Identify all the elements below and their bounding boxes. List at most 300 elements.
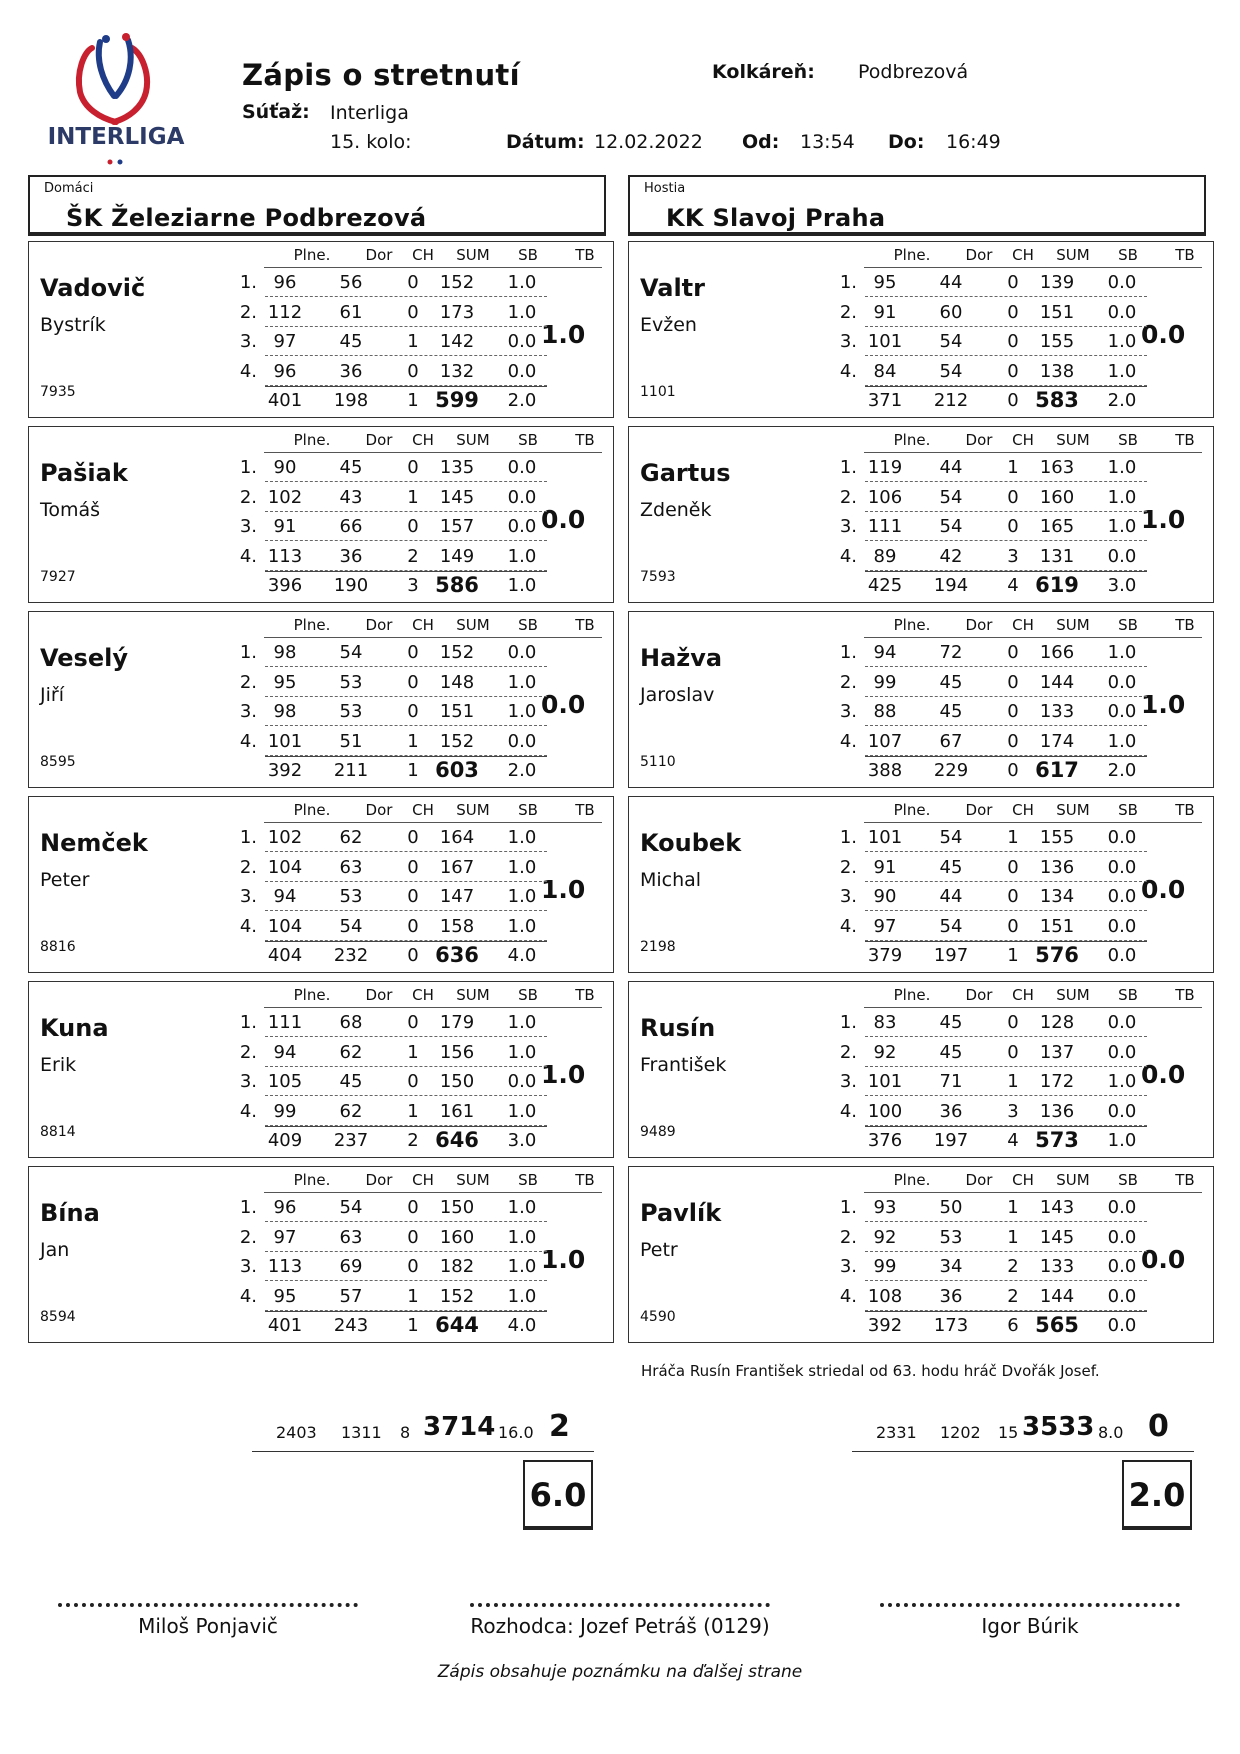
home-player-card — [28, 426, 614, 603]
row-dash-line — [265, 1066, 547, 1067]
column-header: Plne. — [893, 246, 931, 264]
column-header: TB — [575, 431, 595, 449]
lane-cell: 128 — [1039, 1012, 1075, 1033]
column-header: Dor — [965, 986, 993, 1004]
lane-cell: 96 — [273, 1197, 297, 1218]
player-id: 1101 — [640, 384, 676, 400]
lane-row — [29, 1098, 613, 1128]
home-total-plne: 2403 — [276, 1423, 317, 1442]
total-cell: 2.0 — [507, 760, 537, 781]
lane-cell: 0 — [1007, 856, 1019, 878]
lane-cell: 1.0 — [507, 856, 537, 878]
lane-cell: 1.0 — [507, 545, 537, 567]
lane-cell: 172 — [1039, 1071, 1075, 1092]
row-dash-line — [265, 910, 547, 911]
lane-cell: 182 — [439, 1256, 475, 1277]
away-signature-name: Igor Búrik — [981, 1614, 1079, 1638]
lane-cell: 91 — [273, 516, 297, 537]
player-last-name: Pašiak — [40, 459, 128, 487]
lane-cell: 145 — [1039, 1226, 1075, 1248]
lane-cell: 1.0 — [507, 827, 537, 848]
lane-row — [29, 299, 613, 329]
row-dash-line — [265, 696, 547, 697]
total-cell: 243 — [333, 1315, 369, 1336]
lane-number: 1. — [239, 457, 257, 478]
column-header: Plne. — [893, 431, 931, 449]
lane-row — [29, 824, 613, 854]
column-header: Plne. — [293, 1171, 331, 1189]
home-total-sum: 3714 — [423, 1412, 496, 1442]
lane-cell: 0.0 — [507, 1071, 537, 1092]
away-total-plne: 2331 — [876, 1423, 917, 1442]
lane-cell: 1.0 — [507, 701, 537, 722]
lane-number: 4. — [839, 1100, 857, 1122]
lane-cell: 2 — [407, 545, 419, 567]
column-header: TB — [1175, 616, 1195, 634]
lane-cell: 138 — [1039, 360, 1075, 382]
lane-cell: 152 — [439, 272, 475, 293]
lane-cell: 51 — [339, 730, 363, 752]
date-value: 12.02.2022 — [594, 131, 703, 153]
player-first-name: Petr — [640, 1239, 678, 1261]
player-last-name: Valtr — [640, 274, 705, 302]
lane-cell: 45 — [339, 1071, 363, 1092]
lane-cell: 107 — [867, 730, 903, 752]
away-totals-divider — [852, 1451, 1194, 1452]
lane-cell: 136 — [1039, 1100, 1075, 1122]
lane-cell: 161 — [439, 1100, 475, 1122]
row-dash-line — [265, 1221, 547, 1222]
row-dash-line — [865, 881, 1147, 882]
lane-cell: 132 — [439, 360, 475, 382]
away-final-score: 2.0 — [1122, 1460, 1192, 1530]
lane-row — [29, 639, 613, 669]
lane-cell: 0.0 — [1107, 701, 1137, 722]
lane-cell: 1.0 — [507, 1226, 537, 1248]
lane-cell: 36 — [939, 1100, 963, 1122]
lane-row — [29, 1283, 613, 1313]
lane-cell: 54 — [939, 331, 963, 352]
lane-cell: 97 — [273, 331, 297, 352]
column-header: Plne. — [293, 431, 331, 449]
lane-row — [29, 1194, 613, 1224]
lane-cell: 0.0 — [507, 360, 537, 382]
player-first-name: Michal — [640, 869, 702, 891]
lane-number: 2. — [839, 1226, 857, 1248]
total-cell: 237 — [333, 1130, 369, 1151]
column-header: SB — [1118, 431, 1138, 449]
player-last-name: Rusín — [640, 1014, 716, 1042]
lane-cell: 0.0 — [1107, 301, 1137, 323]
lane-cell: 92 — [873, 1041, 897, 1063]
column-header: CH — [1012, 801, 1034, 819]
lane-row — [629, 913, 1213, 943]
total-cell: 376 — [867, 1130, 903, 1151]
row-dash-line — [865, 481, 1147, 482]
lane-number: 1. — [839, 642, 857, 663]
lane-cell: 54 — [939, 486, 963, 508]
total-cell: 603 — [435, 758, 479, 782]
lane-cell: 1.0 — [1107, 457, 1137, 478]
lane-cell: 0.0 — [1107, 827, 1137, 848]
lane-row — [29, 328, 613, 358]
lane-number: 2. — [239, 671, 257, 693]
lane-cell: 0.0 — [1107, 1041, 1137, 1063]
away-player-card — [628, 241, 1214, 418]
column-header: Plne. — [893, 1171, 931, 1189]
lane-cell: 174 — [1039, 730, 1075, 752]
row-dash-line — [865, 1280, 1147, 1281]
column-header: Dor — [365, 1171, 393, 1189]
home-total-dor: 1311 — [341, 1423, 382, 1442]
lane-number: 3. — [839, 331, 857, 352]
total-cell: 4 — [1007, 1130, 1019, 1151]
lane-cell: 1.0 — [1107, 331, 1137, 352]
lane-cell: 91 — [873, 856, 897, 878]
header-rule — [864, 822, 1202, 823]
header-rule — [264, 637, 602, 638]
lane-cell: 152 — [439, 1285, 475, 1307]
column-header: SUM — [1056, 246, 1090, 264]
end-time-label: Do: — [888, 131, 925, 153]
total-cell: 1.0 — [507, 575, 537, 596]
lane-cell: 50 — [939, 1197, 963, 1218]
lane-number: 4. — [239, 915, 257, 937]
lane-number: 3. — [239, 1256, 257, 1277]
footer-note: Zápis obsahuje poznámku na ďalšej strane — [437, 1662, 803, 1682]
total-cell: 371 — [867, 390, 903, 411]
lane-cell: 0 — [407, 856, 419, 878]
player-total-row — [29, 1127, 613, 1157]
player-last-name: Pavlík — [640, 1199, 722, 1227]
end-time-value: 16:49 — [946, 131, 1001, 153]
column-header: Plne. — [293, 986, 331, 1004]
lane-cell: 90 — [273, 457, 297, 478]
lane-number: 1. — [839, 1012, 857, 1033]
lane-cell: 160 — [1039, 486, 1075, 508]
lane-cell: 67 — [939, 730, 963, 752]
lane-cell: 84 — [873, 360, 897, 382]
row-dash-line — [865, 910, 1147, 911]
lane-cell: 62 — [339, 1100, 363, 1122]
total-rule — [265, 571, 547, 572]
logo-text: INTERLIGA — [47, 124, 185, 150]
total-cell: 404 — [267, 945, 303, 966]
column-header: SB — [518, 986, 538, 1004]
player-first-name: Erik — [40, 1054, 77, 1076]
lane-cell: 62 — [339, 827, 363, 848]
lane-number: 4. — [239, 1285, 257, 1307]
lane-number: 4. — [239, 1100, 257, 1122]
lane-cell: 99 — [873, 671, 897, 693]
lane-cell: 54 — [339, 915, 363, 937]
lane-number: 3. — [239, 886, 257, 907]
total-cell: 6 — [1007, 1315, 1019, 1336]
lane-cell: 135 — [439, 457, 475, 478]
row-dash-line — [265, 1251, 547, 1252]
player-last-name: Koubek — [640, 829, 742, 857]
total-cell: 4.0 — [507, 1315, 537, 1336]
lane-cell: 139 — [1039, 272, 1075, 293]
row-dash-line — [865, 1251, 1147, 1252]
lane-cell: 0.0 — [507, 457, 537, 478]
lane-row — [29, 1009, 613, 1039]
lane-cell: 54 — [939, 827, 963, 848]
page-title: Zápis o stretnutí — [242, 58, 520, 92]
home-player-card — [28, 1166, 614, 1343]
lane-row — [29, 1253, 613, 1283]
lane-cell: 142 — [439, 331, 475, 352]
column-header: Dor — [365, 801, 393, 819]
column-header: SB — [518, 801, 538, 819]
away-team-caption: Hostia — [644, 181, 686, 196]
player-id: 5110 — [640, 754, 676, 770]
lane-cell: 113 — [267, 545, 303, 567]
lane-cell: 113 — [267, 1256, 303, 1277]
away-player-card — [628, 426, 1214, 603]
column-header: TB — [1175, 1171, 1195, 1189]
lane-row — [29, 728, 613, 758]
header-rule — [864, 452, 1202, 453]
lane-row — [629, 299, 1213, 329]
lane-cell: 102 — [267, 486, 303, 508]
lane-cell: 143 — [1039, 1197, 1075, 1218]
lane-cell: 0.0 — [1107, 1285, 1137, 1307]
column-header: Plne. — [293, 616, 331, 634]
column-header: TB — [1175, 801, 1195, 819]
home-signature-name: Miloš Ponjavič — [138, 1614, 278, 1638]
lane-cell: 45 — [939, 1012, 963, 1033]
lane-cell: 1.0 — [507, 272, 537, 293]
row-dash-line — [265, 1095, 547, 1096]
row-dash-line — [865, 851, 1147, 852]
lane-cell: 0.0 — [507, 486, 537, 508]
lane-cell: 1.0 — [507, 301, 537, 323]
lane-cell: 0 — [407, 1197, 419, 1218]
total-cell: 2.0 — [1107, 760, 1137, 781]
lane-cell: 44 — [939, 457, 963, 478]
total-rule — [865, 756, 1147, 757]
total-cell: 0 — [407, 945, 419, 966]
total-cell: 409 — [267, 1130, 303, 1151]
player-first-name: Peter — [40, 869, 90, 891]
lane-cell: 156 — [439, 1041, 475, 1063]
lane-cell: 1 — [1007, 827, 1019, 848]
row-dash-line — [265, 666, 547, 667]
lane-number: 2. — [239, 486, 257, 508]
home-total-ch: 8 — [400, 1423, 411, 1442]
lane-cell: 45 — [339, 331, 363, 352]
lane-cell: 0 — [407, 516, 419, 537]
lane-cell: 0 — [1007, 886, 1019, 907]
column-header: TB — [1175, 246, 1195, 264]
total-cell: 198 — [333, 390, 369, 411]
lane-row — [29, 669, 613, 699]
column-header: CH — [412, 801, 434, 819]
lane-cell: 155 — [1039, 331, 1075, 352]
player-total-row — [29, 757, 613, 787]
row-dash-line — [865, 1095, 1147, 1096]
lane-cell: 136 — [1039, 856, 1075, 878]
lane-cell: 1.0 — [1107, 486, 1137, 508]
lane-cell: 0 — [407, 1071, 419, 1092]
lane-row — [629, 1068, 1213, 1098]
row-dash-line — [865, 1066, 1147, 1067]
lane-number: 2. — [839, 856, 857, 878]
lane-cell: 119 — [867, 457, 903, 478]
lane-cell: 145 — [439, 486, 475, 508]
lane-cell: 61 — [339, 301, 363, 323]
player-total-row — [29, 1312, 613, 1342]
lane-cell: 0.0 — [1107, 1012, 1137, 1033]
lane-cell: 95 — [273, 1285, 297, 1307]
lane-cell: 62 — [339, 1041, 363, 1063]
column-header: SB — [1118, 801, 1138, 819]
lane-cell: 91 — [873, 301, 897, 323]
home-player-card — [28, 611, 614, 788]
lane-cell: 150 — [439, 1071, 475, 1092]
lane-cell: 1 — [407, 1041, 419, 1063]
lane-cell: 96 — [273, 272, 297, 293]
column-header: SUM — [456, 986, 490, 1004]
player-id: 2198 — [640, 939, 676, 955]
row-dash-line — [865, 296, 1147, 297]
lane-cell: 94 — [273, 1041, 297, 1063]
total-cell: 229 — [933, 760, 969, 781]
column-header: CH — [412, 616, 434, 634]
column-header: SUM — [456, 616, 490, 634]
lane-number: 2. — [839, 486, 857, 508]
lane-cell: 101 — [867, 331, 903, 352]
header-rule — [264, 1007, 602, 1008]
home-player-card — [28, 981, 614, 1158]
lane-cell: 155 — [1039, 827, 1075, 848]
column-header: TB — [575, 986, 595, 1004]
home-signature-line — [58, 1603, 358, 1607]
lane-cell: 0 — [407, 1256, 419, 1277]
lane-row — [29, 883, 613, 913]
lane-number: 3. — [839, 1071, 857, 1092]
venue-value: Podbrezová — [858, 61, 969, 83]
home-player-card — [28, 241, 614, 418]
referee-signature-name: Rozhodca: Jozef Petráš (0129) — [470, 1614, 770, 1638]
player-id: 8816 — [40, 939, 76, 955]
lane-cell: 1.0 — [1107, 1071, 1137, 1092]
column-header: TB — [575, 246, 595, 264]
total-cell: 392 — [267, 760, 303, 781]
player-total-row — [29, 942, 613, 972]
player-first-name: Jiří — [40, 684, 64, 706]
column-header: SUM — [1056, 801, 1090, 819]
lane-cell: 1 — [407, 1285, 419, 1307]
total-cell: 2.0 — [1107, 390, 1137, 411]
lane-cell: 0.0 — [1107, 886, 1137, 907]
lane-number: 4. — [839, 730, 857, 752]
lane-number: 2. — [239, 1041, 257, 1063]
lane-cell: 94 — [873, 642, 897, 663]
lane-number: 2. — [839, 671, 857, 693]
lane-cell: 0.0 — [1107, 1197, 1137, 1218]
competition-label: Súťaž: — [242, 101, 310, 123]
player-team-points: 0.0 — [541, 505, 586, 534]
lane-cell: 89 — [873, 545, 897, 567]
total-cell: 212 — [933, 390, 969, 411]
column-header: SUM — [456, 431, 490, 449]
player-first-name: Jan — [40, 1239, 70, 1261]
lane-cell: 0.0 — [1107, 671, 1137, 693]
lane-cell: 90 — [873, 886, 897, 907]
lane-cell: 68 — [339, 1012, 363, 1033]
total-cell: 1 — [407, 390, 419, 411]
column-header: Dor — [965, 616, 993, 634]
lane-cell: 54 — [939, 360, 963, 382]
lane-cell: 151 — [1039, 915, 1075, 937]
lane-cell: 0 — [407, 1012, 419, 1033]
player-total-row — [629, 387, 1213, 417]
lane-cell: 108 — [867, 1285, 903, 1307]
lane-cell: 0 — [407, 301, 419, 323]
column-header: Dor — [365, 986, 393, 1004]
lane-row — [29, 1039, 613, 1069]
column-header: SB — [518, 616, 538, 634]
total-rule — [865, 1126, 1147, 1127]
lane-cell: 45 — [339, 457, 363, 478]
total-cell: 644 — [435, 1313, 479, 1337]
lane-cell: 0 — [1007, 360, 1019, 382]
lane-cell: 104 — [267, 856, 303, 878]
lane-cell: 149 — [439, 545, 475, 567]
home-final-score: 6.0 — [523, 1460, 593, 1530]
lane-cell: 131 — [1039, 545, 1075, 567]
lane-cell: 137 — [1039, 1041, 1075, 1063]
column-header: SUM — [1056, 431, 1090, 449]
home-total-sb: 16.0 — [498, 1423, 534, 1442]
player-team-points: 1.0 — [541, 875, 586, 904]
lane-cell: 0 — [1007, 642, 1019, 663]
lane-cell: 54 — [339, 1197, 363, 1218]
lane-cell: 95 — [873, 272, 897, 293]
start-time-value: 13:54 — [800, 131, 855, 153]
player-team-points: 0.0 — [1141, 1060, 1186, 1089]
column-header: Plne. — [893, 986, 931, 1004]
lane-row — [629, 639, 1213, 669]
column-header: SUM — [456, 801, 490, 819]
lane-cell: 111 — [267, 1012, 303, 1033]
lane-row — [629, 669, 1213, 699]
lane-row — [629, 454, 1213, 484]
player-total-row — [29, 387, 613, 417]
referee-signature-line — [470, 1603, 770, 1607]
total-cell: 3.0 — [1107, 575, 1137, 596]
total-rule — [865, 941, 1147, 942]
total-cell: 565 — [1035, 1313, 1079, 1337]
lane-cell: 0 — [407, 701, 419, 722]
total-cell: 401 — [267, 1315, 303, 1336]
lane-cell: 144 — [1039, 671, 1075, 693]
column-header: Plne. — [893, 801, 931, 819]
lane-cell: 104 — [267, 915, 303, 937]
total-cell: 619 — [1035, 573, 1079, 597]
substitution-note: Hráča Rusín František striedal od 63. hodu hráč Dvořák Josef. — [641, 1362, 1100, 1380]
player-last-name: Hažva — [640, 644, 723, 672]
player-team-points: 0.0 — [1141, 320, 1186, 349]
lane-cell: 0 — [407, 915, 419, 937]
lane-cell: 158 — [439, 915, 475, 937]
lane-number: 3. — [239, 516, 257, 537]
lane-cell: 1 — [407, 1100, 419, 1122]
lane-cell: 173 — [439, 301, 475, 323]
lane-cell: 101 — [867, 827, 903, 848]
